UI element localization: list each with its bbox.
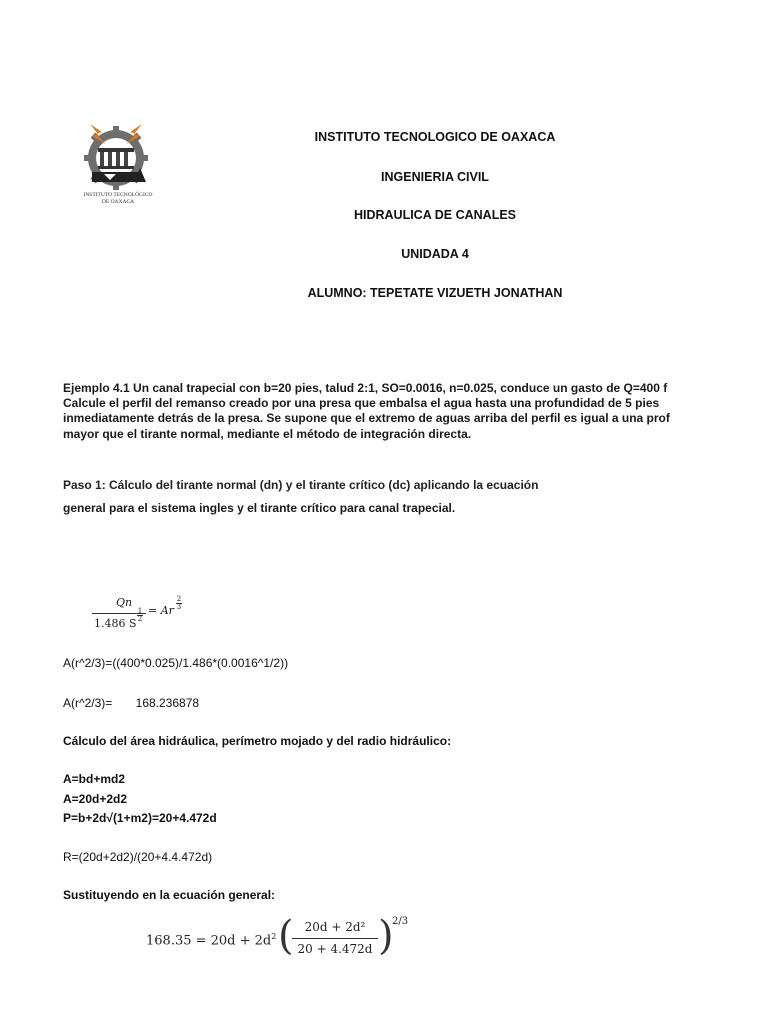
- perimeter-formula: P=b+2d√(1+m2)=20+4.472d: [63, 811, 217, 825]
- section-heading: Cálculo del área hidráulica, perímetro mojado y del radio hidráulico:: [63, 734, 452, 748]
- radius-formula: R=(20d+2d2)/(20+4.4.472d): [63, 850, 213, 864]
- formula-rhs-exp-den: 3: [176, 603, 182, 611]
- substitute-line: Sustituyendo en la ecuación general:: [63, 888, 276, 902]
- calc-line-2-value: 168.236878: [135, 696, 200, 710]
- problem-line-2: Calcule el perfil del remanso creado por una presa que embalsa el agua hasta una profundidad de 5 pies: [63, 396, 660, 410]
- equation-outer-exp: 2/3: [392, 916, 409, 927]
- formula-rhs: = Ar: [148, 604, 174, 617]
- calc-line-2-label: A(r^2/3)=: [63, 696, 113, 710]
- problem-line-4: mayor que el tirante normal, mediante el método de integración directa.: [63, 427, 472, 441]
- unit-title: UNIDADA 4: [401, 247, 469, 261]
- equation-frac-num: 20d + 2d²: [304, 920, 366, 934]
- institution-logo: [80, 118, 166, 208]
- course-title: HIDRAULICA DE CANALES: [353, 208, 517, 222]
- equation-lhs-exp: 2: [271, 932, 277, 941]
- step-line-cutoff: [63, 478, 583, 495]
- logo-caption-1: INSTITUTO TECNOLÓGICO: [83, 192, 153, 198]
- formula-denominator: 1.486 S: [94, 617, 137, 630]
- career-title: INGENIERIA CIVIL: [381, 170, 489, 184]
- step-line-1: Paso 1: Cálculo del tirante normal (dn) y el tirante crítico (dc) aplicando la ecuación: [63, 478, 539, 492]
- formula-numerator: Qn: [116, 596, 133, 609]
- logo-caption-2: DE OAXACA: [101, 199, 135, 205]
- right-paren: ): [378, 913, 394, 959]
- area-formula-1: A=bd+md2: [63, 772, 126, 786]
- manning-formula: [90, 594, 210, 638]
- problem-line-1: Ejemplo 4.1 Un canal trapecial con b=20 pies, talud 2:1, SO=0.0016, n=0.025, conduce un gasto de Q=400 f: [63, 381, 668, 395]
- institution-title: INSTITUTO TECNOLOGICO DE OAXACA: [314, 130, 556, 144]
- formula-den-exp-num: 1: [137, 607, 143, 615]
- logo-emblem-icon: [80, 118, 166, 208]
- step-line-2: general para el sistema ingles y el tirante crítico para canal trapecial.: [63, 501, 456, 515]
- student-name: ALUMNO: TEPETATE VIZUETH JONATHAN: [307, 286, 563, 300]
- formula-den-exp-den: 2: [137, 615, 143, 623]
- equation-fraction-bar: [292, 938, 378, 939]
- problem-line-3: inmediatamente detrás de la presa. Se supone que el extremo de aguas arriba del perfil es igual a una prof: [63, 411, 670, 425]
- calc-line-2: [63, 696, 199, 710]
- area-formula-2: A=20d+2d2: [63, 792, 128, 806]
- left-paren: (: [278, 913, 294, 959]
- formula-rhs-exp-num: 2: [176, 595, 182, 603]
- equation-lhs: 168.35 = 20d + 2d: [146, 933, 272, 949]
- equation-frac-den: 20 + 4.472d: [297, 942, 373, 956]
- calc-line-1: A(r^2/3)=((400*0.025)/1.486*(0.0016^1/2)): [63, 656, 289, 670]
- general-equation: [146, 913, 426, 964]
